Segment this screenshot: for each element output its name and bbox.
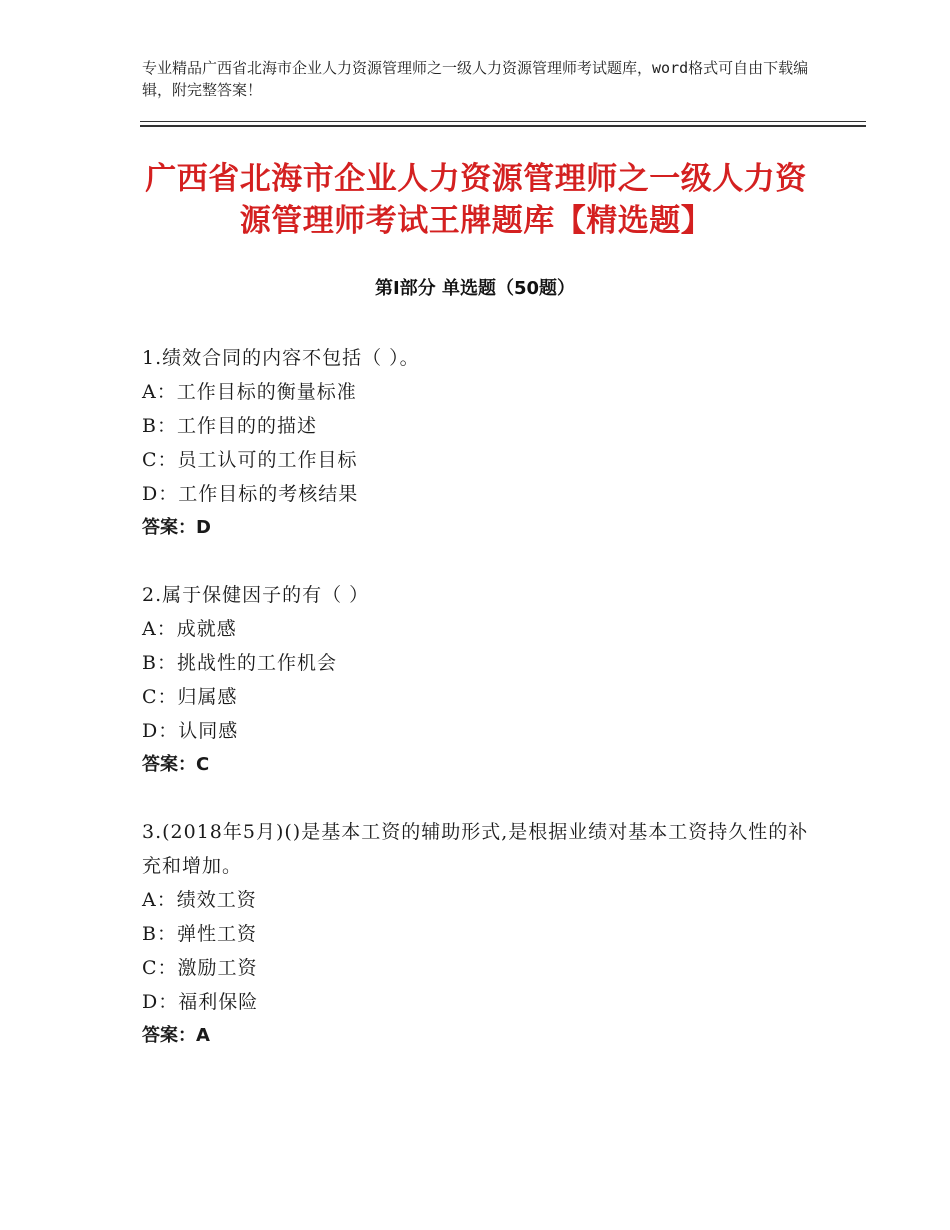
option-d: D：认同感 <box>142 720 239 742</box>
question-1 <box>142 341 822 545</box>
option-b: B：挑战性的工作机会 <box>142 652 337 674</box>
answer: 答案：A <box>142 1025 210 1046</box>
question-stem: 3.(2018年5月)()是基本工资的辅助形式,是根据业绩对基本工资持久性的补充和增加。 <box>142 821 809 877</box>
option-b: B：弹性工资 <box>142 923 257 945</box>
option-c: C：归属感 <box>142 686 238 708</box>
section-heading: 第Ⅰ部分 单选题（50题） <box>374 278 575 299</box>
option-d: D：工作目标的考核结果 <box>142 483 359 505</box>
answer: 答案：D <box>142 517 211 538</box>
question-3 <box>142 815 822 1053</box>
answer: 答案：C <box>142 754 210 775</box>
option-c: C：员工认可的工作目标 <box>142 449 358 471</box>
question-list <box>142 341 822 1086</box>
option-c: C：激励工资 <box>142 957 258 979</box>
header-rule-thick <box>140 125 866 127</box>
question-2 <box>142 578 822 782</box>
option-b: B：工作目的的描述 <box>142 415 317 437</box>
option-a: A：工作目标的衡量标准 <box>142 381 357 403</box>
header-note: 专业精品广西省北海市企业人力资源管理师之一级人力资源管理师考试题库，word格式可自由下载编辑，附完整答案！ <box>142 59 809 99</box>
option-a: A：成就感 <box>142 618 237 640</box>
option-a: A：绩效工资 <box>142 889 257 911</box>
header-rule-thin <box>140 121 866 122</box>
question-stem: 2.属于保健因子的有（ ） <box>142 584 370 606</box>
question-stem: 1.绩效合同的内容不包括（ ）。 <box>142 347 420 369</box>
document-title: 广西省北海市企业人力资源管理师之一级人力资源管理师考试王牌题库【精选题】 <box>145 161 807 239</box>
option-d: D：福利保险 <box>142 991 259 1013</box>
